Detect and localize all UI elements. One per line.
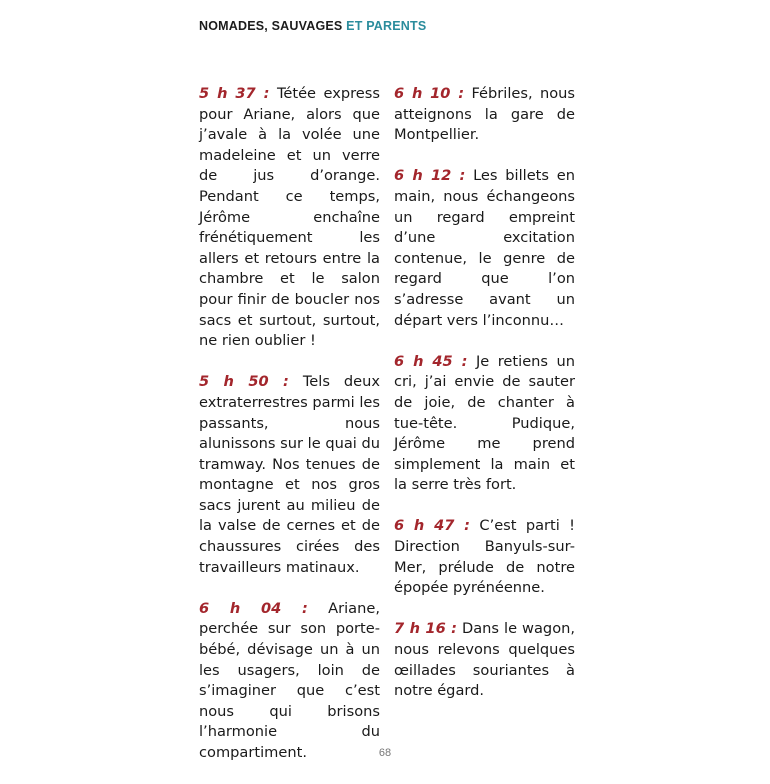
entry-time: 5 h 37 : (199, 85, 270, 102)
entry-time: 7 h 16 : (394, 620, 457, 638)
entry-text: Ariane, perchée sur son porte-bébé, dévisage un à un les usagers, loin de s’imaginer que c’est nous qui brisons l’harmonie du compartiment. (199, 599, 380, 761)
entry-text: Tels deux extraterrestres parmi les passants, nous alunissons sur le quai du tramway. Nos tenues de montagne et nos gros sacs jurent au milieu de la valse de cernes et de chaussures cirées des travailleurs matinaux. (199, 373, 381, 576)
entry-text: Les billets en main, nous échangeons un regard empreint d’une excitation contenue, le genre de regard que l’on s’adresse avant un départ vers l’inconnu… (394, 167, 575, 329)
page-number: 68 (378, 747, 392, 759)
entry-time: 6 h 04 : (199, 599, 308, 617)
entry-text: Je retiens un cri, j’ai envie de sauter de joie, de chanter à tue-tête. Pudique, Jérôme me prend simplement la main et la serre très fort. (394, 352, 576, 494)
right-column (394, 84, 575, 722)
log-entry (394, 352, 575, 496)
log-entry (199, 599, 380, 764)
header-title: NOMADES, SAUVAGES (199, 19, 343, 33)
entry-time: 6 h 45 : (394, 352, 468, 370)
log-entry (199, 372, 380, 578)
log-entry (394, 516, 575, 598)
log-entry (394, 619, 575, 701)
log-entry (199, 84, 380, 352)
entry-text: C’est parti ! Direction Banyuls-sur-Mer, prélude de notre épopée pyrénéenne. (394, 517, 576, 597)
entry-text: Tétée express pour Ariane, alors que j’avale à la volée une madeleine et un verre de jus d’orange. Pendant ce temps, Jérôme enchaîne frénétiquement les allers et retours entre la chambre et le salon pour finir de boucler nos sacs et surtout, surtout, ne rien oublier ! (199, 85, 380, 350)
log-entry (394, 84, 575, 146)
running-header (199, 19, 426, 33)
header-title-accent: ET PARENTS (346, 19, 427, 33)
entry-time: 6 h 47 : (394, 517, 471, 535)
entry-text: Dans le wagon, nous relevons quelques œillades souriantes à notre égard. (394, 620, 576, 700)
entry-time: 5 h 50 : (199, 373, 289, 391)
entry-time: 6 h 12 : (394, 167, 466, 185)
entry-time: 6 h 10 : (394, 85, 465, 102)
log-entry (394, 166, 575, 331)
entry-text: Fébriles, nous atteignons la gare de Montpellier. (394, 85, 575, 144)
left-column (199, 84, 380, 784)
